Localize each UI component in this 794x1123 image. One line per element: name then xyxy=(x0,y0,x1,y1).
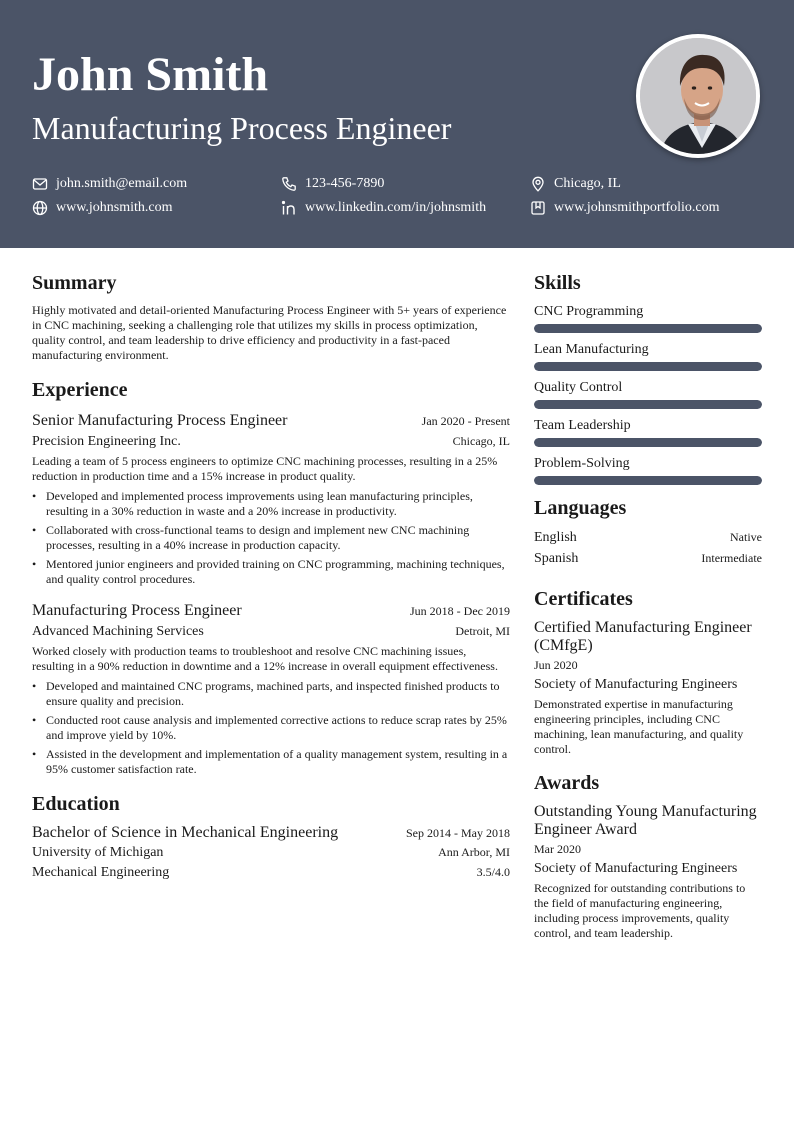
job-bullet: • Assisted in the development and implementation of a quality management system, resulting in a 95% customer satisfaction rate. xyxy=(32,747,510,777)
portfolio-icon xyxy=(530,200,546,216)
skill-bar-fill xyxy=(534,438,762,447)
certificate-entry xyxy=(534,619,762,757)
candidate-title: Manufacturing Process Engineer xyxy=(32,110,452,146)
mail-icon xyxy=(32,176,48,192)
language-level: Intermediate xyxy=(701,551,762,565)
languages-section xyxy=(534,495,762,569)
job-bullet: • Conducted root cause analysis and implemented corrective actions to reduce scrap rates by 25% and improve yield by 10%. xyxy=(32,713,510,743)
skill-name: Lean Manufacturing xyxy=(534,342,649,357)
job-entry xyxy=(32,601,510,777)
language-name: Spanish xyxy=(534,551,579,566)
contact-location-text: Chicago, IL xyxy=(554,176,621,191)
job-bullet: • Mentored junior engineers and provided training on CNC programming, machining techniques, and quality control procedures. xyxy=(32,557,510,587)
education-degree: Bachelor of Science in Mechanical Engineering xyxy=(32,824,339,841)
job-title: Manufacturing Process Engineer xyxy=(32,602,242,619)
certificate-description: Demonstrated expertise in manufacturing engineering principles, including CNC machining, lean manufacturing, and quality control. xyxy=(534,697,744,756)
skill-name: Problem-Solving xyxy=(534,456,630,471)
job-dates: Jan 2020 - Present xyxy=(421,414,510,428)
contact-website-text: www.johnsmith.com xyxy=(56,200,173,215)
skills-list xyxy=(534,303,762,485)
education-field: Mechanical Engineering xyxy=(32,865,170,880)
job-bullet: • Developed and maintained CNC programs, machined parts, and inspected finished products to ensure quality and precision. xyxy=(32,679,510,709)
education-school: University of Michigan xyxy=(32,845,164,860)
award-title: Outstanding Young Manufacturing Engineer Award xyxy=(534,803,757,838)
skill-bar-fill xyxy=(534,324,762,333)
contact-phone-text: 123-456-7890 xyxy=(305,176,385,191)
certificates-section xyxy=(534,586,762,757)
skill-bar xyxy=(534,324,762,333)
contact-email[interactable] xyxy=(32,175,187,193)
job-bullets xyxy=(32,489,510,587)
education-dates: Sep 2014 - May 2018 xyxy=(406,826,510,840)
education-location: Ann Arbor, MI xyxy=(438,845,510,859)
skill-name: Team Leadership xyxy=(534,418,631,433)
contact-location xyxy=(530,175,621,193)
award-issuer: Society of Manufacturing Engineers xyxy=(534,861,738,876)
contact-email-text: john.smith@email.com xyxy=(56,176,188,191)
experience-section xyxy=(32,377,510,777)
job-description: Leading a team of 5 process engineers to optimize CNC machining processes, resulting in a 25% reduction in production time and a 15% increase in product quality. xyxy=(32,454,498,483)
job-location: Detroit, MI xyxy=(455,624,510,638)
job-bullet: • Collaborated with cross-functional teams to design and implement new CNC machining processes, resulting in a 40% increase in production capacity. xyxy=(32,523,510,553)
contact-linkedin-text: www.linkedin.com/in/johnsmith xyxy=(305,200,487,215)
skills-heading: Skills xyxy=(534,272,581,294)
location-pin-icon xyxy=(530,176,546,192)
contact-portfolio-text: www.johnsmithportfolio.com xyxy=(554,200,720,215)
contact-website[interactable] xyxy=(32,199,173,217)
certificates-heading: Certificates xyxy=(534,588,633,610)
summary-text: Highly motivated and detail-oriented Manufacturing Process Engineer with 5+ years of experience in CNC machining, seeking a challenging role that utilizes my skills in process optimization, quality control, and team leadership to drive efficiency and productivity in a fast-paced manufacturing environment. xyxy=(32,303,507,362)
education-gpa: 3.5/4.0 xyxy=(476,865,510,879)
skill-bar-fill xyxy=(534,362,762,371)
skills-section xyxy=(534,270,762,485)
job-location: Chicago, IL xyxy=(452,434,510,448)
awards-heading: Awards xyxy=(534,772,600,794)
right-column xyxy=(534,270,762,941)
contact-portfolio[interactable] xyxy=(530,199,720,217)
left-column xyxy=(32,270,510,883)
skill-bar xyxy=(534,438,762,447)
summary-section xyxy=(32,270,510,363)
skill-name: CNC Programming xyxy=(534,304,644,319)
award-date: Mar 2020 xyxy=(534,842,581,856)
job-company: Precision Engineering Inc. xyxy=(32,434,181,449)
education-heading: Education xyxy=(32,793,120,815)
contact-phone[interactable] xyxy=(281,175,384,193)
resume-header xyxy=(0,0,794,248)
job-bullets xyxy=(32,679,510,777)
job-title: Senior Manufacturing Process Engineer xyxy=(32,412,288,429)
certificate-date: Jun 2020 xyxy=(534,658,578,672)
award-entry xyxy=(534,803,762,941)
awards-section xyxy=(534,770,762,941)
profile-photo-image xyxy=(640,38,760,158)
linkedin-icon xyxy=(281,200,297,216)
job-entry xyxy=(32,411,510,587)
certificate-title: Certified Manufacturing Engineer (CMfgE) xyxy=(534,619,752,654)
education-section xyxy=(32,791,510,883)
certificate-issuer: Society of Manufacturing Engineers xyxy=(534,677,738,692)
skill-bar xyxy=(534,476,762,485)
language-name: English xyxy=(534,530,577,545)
skill-bar xyxy=(534,400,762,409)
profile-photo xyxy=(636,34,760,158)
skill-name: Quality Control xyxy=(534,380,623,395)
experience-heading: Experience xyxy=(32,379,128,401)
job-dates: Jun 2018 - Dec 2019 xyxy=(410,604,510,618)
skill-bar-fill xyxy=(534,476,762,485)
contact-linkedin[interactable] xyxy=(281,199,486,217)
globe-icon xyxy=(32,200,48,216)
candidate-name: John Smith xyxy=(32,48,269,101)
phone-icon xyxy=(281,176,297,192)
job-bullet: • Developed and implemented process improvements using lean manufacturing principles, resulting in a 30% reduction in waste and a 20% increase in productivity. xyxy=(32,489,510,519)
skill-bar-fill xyxy=(534,400,762,409)
language-level: Native xyxy=(730,530,762,544)
summary-heading: Summary xyxy=(32,272,117,294)
languages-heading: Languages xyxy=(534,497,627,519)
job-description: Worked closely with production teams to troubleshoot and resolve CNC machining issues, resulting in a 90% reduction in downtime and a 12% increase in overall equipment effectiveness. xyxy=(32,644,498,673)
award-description: Recognized for outstanding contributions to the field of manufacturing engineering, including process improvements, quality control, and team leadership. xyxy=(534,881,746,940)
skill-bar xyxy=(534,362,762,371)
job-company: Advanced Machining Services xyxy=(32,624,204,639)
